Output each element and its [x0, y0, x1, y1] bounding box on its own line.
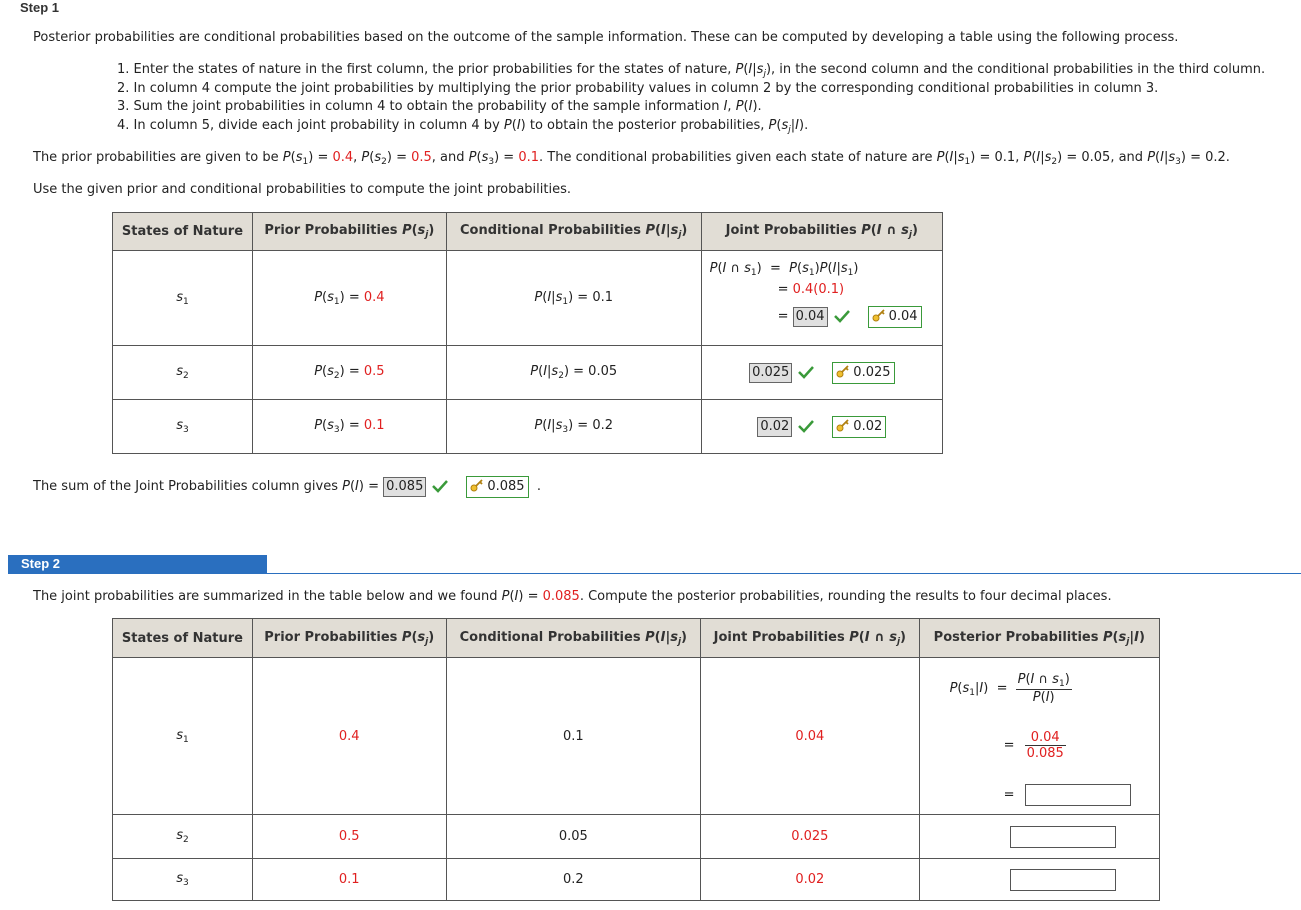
joint-cell — [701, 251, 942, 346]
state-cell: $s_2$ — [113, 815, 253, 859]
header-states: States of Nature — [113, 619, 253, 658]
header-joint: Joint Probabilities P(I ∩ $s_j$) — [701, 619, 920, 658]
prior-cell: 0.4 — [252, 658, 446, 815]
header-joint: Joint Probabilities P(I ∩ $s_j$) — [701, 213, 942, 251]
step2-instruction: The joint probabilities are summarized in the table below and we found P(I) = 0.085. Compute the posterior probabilities, rounding the results to four decimal places. — [33, 589, 1112, 604]
answer-key-box[interactable]: 0.04 — [868, 306, 922, 328]
state-cell: $s_1$ — [113, 251, 253, 346]
posterior-cell — [919, 815, 1159, 859]
sum-answer-field[interactable]: 0.085 — [383, 477, 426, 497]
conditional-cell: $P(I|s_3) = 0.2$ — [446, 400, 701, 454]
table-row — [113, 346, 943, 400]
step2-divider — [267, 573, 1301, 574]
step1-intro: Posterior probabilities are conditional probabilities based on the outcome of the sample information. These can be computed by developing a table using the following process. — [33, 30, 1179, 45]
header-prior: Prior Probabilities $P(s_j)$ — [252, 213, 446, 251]
check-icon — [798, 365, 814, 379]
conditional-cell: $P(I|s_2) = 0.05$ — [446, 346, 701, 400]
given-probabilities: The prior probabilities are given to be $P(s_1) = 0.4$, $P(s_2) = 0.5$, and $P(s_3) = 0.1$. The conditional probabilities given each state of nature are $P(I|s_1) = 0.1$, $P(I|s_2) = 0.05$, and $P(I|s_3) = 0.2$. — [33, 150, 1230, 167]
joint-cell: 0.025 — [701, 815, 920, 859]
step1-item-4: 4. In column 5, divide each joint probability in column 4 by P(I) to obtain the posterior probabilities, $P(s_j|I)$. — [117, 118, 809, 135]
table-row — [113, 815, 1160, 859]
conditional-cell: 0.1 — [446, 658, 700, 815]
posterior-probabilities-table — [112, 618, 1160, 901]
answer-key-box[interactable]: 0.085 — [466, 476, 528, 498]
posterior-input-s1[interactable] — [1025, 784, 1131, 806]
posterior-cell — [919, 658, 1159, 815]
answer-key-box[interactable]: 0.025 — [832, 362, 894, 384]
step1-item-3: 3. Sum the joint probabilities in column 4 to obtain the probability of the sample information I, P(I). — [117, 99, 762, 114]
step1-instruction: Use the given prior and conditional probabilities to compute the joint probabilities. — [33, 182, 572, 197]
state-cell: $s_3$ — [113, 400, 253, 454]
prior-cell: 0.5 — [252, 815, 446, 859]
joint-expression: = 0.4(0.1) — [777, 282, 845, 297]
state-cell: $s_3$ — [113, 859, 253, 901]
state-cell: $s_2$ — [113, 346, 253, 400]
answer-key-box[interactable]: 0.02 — [832, 416, 886, 438]
prior-cell: $P(s_2) = 0.5$ — [252, 346, 446, 400]
posterior-answer-row: = — [1004, 784, 1131, 806]
table-row — [113, 251, 943, 346]
prior-cell: 0.1 — [252, 859, 446, 901]
conditional-cell: 0.05 — [446, 815, 700, 859]
joint-cell: 0.02 — [701, 859, 920, 901]
joint-answer-row: = 0.04 0.04 — [778, 306, 922, 328]
check-icon — [798, 419, 814, 433]
posterior-input-s2[interactable] — [1010, 826, 1116, 848]
step1-item-2: 2. In column 4 compute the joint probabilities by multiplying the prior probability values in column 2 by the corresponding conditional probabilities in column 3. — [117, 81, 1159, 96]
header-posterior: Posterior Probabilities $P(s_j|I)$ — [919, 619, 1159, 658]
key-icon — [836, 364, 850, 378]
posterior-cell — [919, 859, 1159, 901]
check-icon — [834, 309, 850, 323]
table-row — [113, 400, 943, 454]
prior-cell: $P(s_3) = 0.1$ — [252, 400, 446, 454]
key-icon — [872, 308, 886, 322]
check-icon — [432, 479, 448, 493]
header-conditional: Conditional Probabilities $P(I|s_j)$ — [446, 619, 700, 658]
conditional-cell: 0.2 — [446, 859, 700, 901]
posterior-substitution: = $\frac{0.04}{0.085}$ — [1003, 730, 1064, 761]
step1-label: Step 1 — [20, 0, 60, 15]
table-row — [113, 859, 1160, 901]
key-icon — [470, 478, 484, 492]
conditional-cell: $P(I|s_1) = 0.1$ — [446, 251, 701, 346]
joint-probabilities-table — [112, 212, 943, 454]
joint-formula: P(I ∩ $s_1) = P(s_1)P(I|s_1)$ — [709, 261, 859, 278]
posterior-formula: $P(s_1|I)$ = $\frac{P(I \cap s_1)}{P(I)}$ — [949, 672, 1070, 705]
joint-answer-field[interactable]: 0.04 — [793, 307, 828, 327]
table-row — [113, 658, 1160, 815]
header-prior: Prior Probabilities $P(s_j)$ — [252, 619, 446, 658]
joint-cell — [701, 400, 942, 454]
step2-label: Step 2 — [21, 556, 61, 571]
prior-cell: $P(s_1) = 0.4$ — [252, 251, 446, 346]
state-cell: $s_1$ — [113, 658, 253, 815]
joint-cell: 0.04 — [701, 658, 920, 815]
step1-item-1: 1. Enter the states of nature in the first column, the prior probabilities for the states of nature, $P(I|s_j)$, in the second column and the conditional probabilities in the third column. — [117, 62, 1266, 79]
header-conditional: Conditional Probabilities $P(I|s_j)$ — [446, 213, 701, 251]
posterior-input-s3[interactable] — [1010, 869, 1116, 891]
sum-line: The sum of the Joint Probabilities column gives P(I) = 0.085 0.085 . — [33, 476, 541, 498]
joint-answer-field[interactable]: 0.02 — [757, 417, 792, 437]
joint-answer-field[interactable]: 0.025 — [749, 363, 792, 383]
key-icon — [836, 418, 850, 432]
joint-cell — [701, 346, 942, 400]
header-states: States of Nature — [113, 213, 253, 251]
